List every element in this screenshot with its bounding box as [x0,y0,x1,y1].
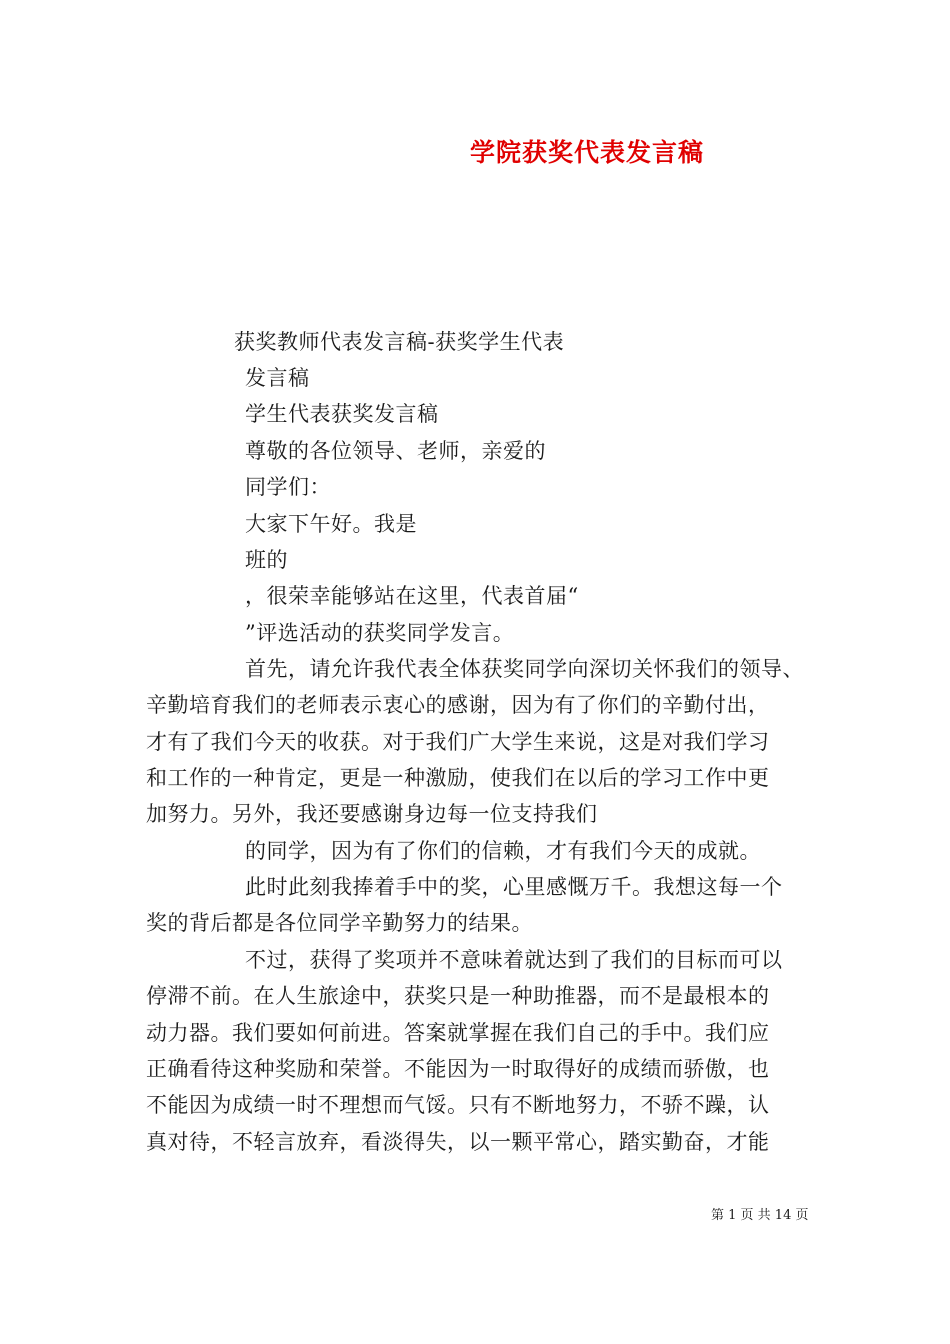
body-line: 同学们： [245,475,331,499]
body-line: 和工作的一种肯定，更是一种激励，使我们在以后的学习工作中更 [146,766,770,790]
body-line: 大家下午好。我是 [245,512,417,536]
body-line: ，很荣幸能够站在这里，代表首届“ [245,584,579,608]
body-line: 不能因为成绩一时不理想而气馁。只有不断地努力，不骄不躁，认 [146,1093,770,1117]
body-line: 班的 [245,548,288,572]
body-line: 真对待，不轻言放弃，看淡得失，以一颗平常心，踏实勤奋，才能 [146,1130,770,1154]
body-line: 正确看待这种奖励和荣誉。不能因为一时取得好的成绩而骄傲，也 [146,1057,770,1081]
body-line: 此时此刻我捧着手中的奖，心里感慨万千。我想这每一个 [245,875,783,899]
body-line: 首先，请允许我代表全体获奖同学向深切关怀我们的领导、 [245,657,804,681]
document-title: 学院获奖代表发言稿 [470,138,705,167]
body-line: 不过，获得了奖项并不意味着就达到了我们的目标而可以 [245,948,783,972]
body-line: 才有了我们今天的收获。对于我们广大学生来说，这是对我们学习 [146,730,770,754]
body-line: ”评选活动的获奖同学发言。 [245,621,515,645]
body-line: 的同学，因为有了你们的信赖，才有我们今天的成就。 [245,839,761,863]
body-line: 辛勤培育我们的老师表示衷心的感谢，因为有了你们的辛勤付出， [146,693,770,717]
page-number: 第 1 页 共 14 页 [711,1208,809,1223]
body-line: 奖的背后都是各位同学辛勤努力的结果。 [146,911,533,935]
body-line: 发言稿 [245,366,310,390]
body-line: 学生代表获奖发言稿 [245,402,439,426]
body-line: 动力器。我们要如何前进。答案就掌握在我们自己的手中。我们应 [146,1021,770,1045]
body-line: 停滞不前。在人生旅途中，获奖只是一种助推器，而不是最根本的 [146,984,770,1008]
body-line: 加努力。另外，我还要感谢身边每一位支持我们 [146,802,598,826]
body-line: 获奖教师代表发言稿-获奖学生代表 [234,330,565,354]
body-line: 尊敬的各位领导、老师，亲爱的 [245,439,546,463]
